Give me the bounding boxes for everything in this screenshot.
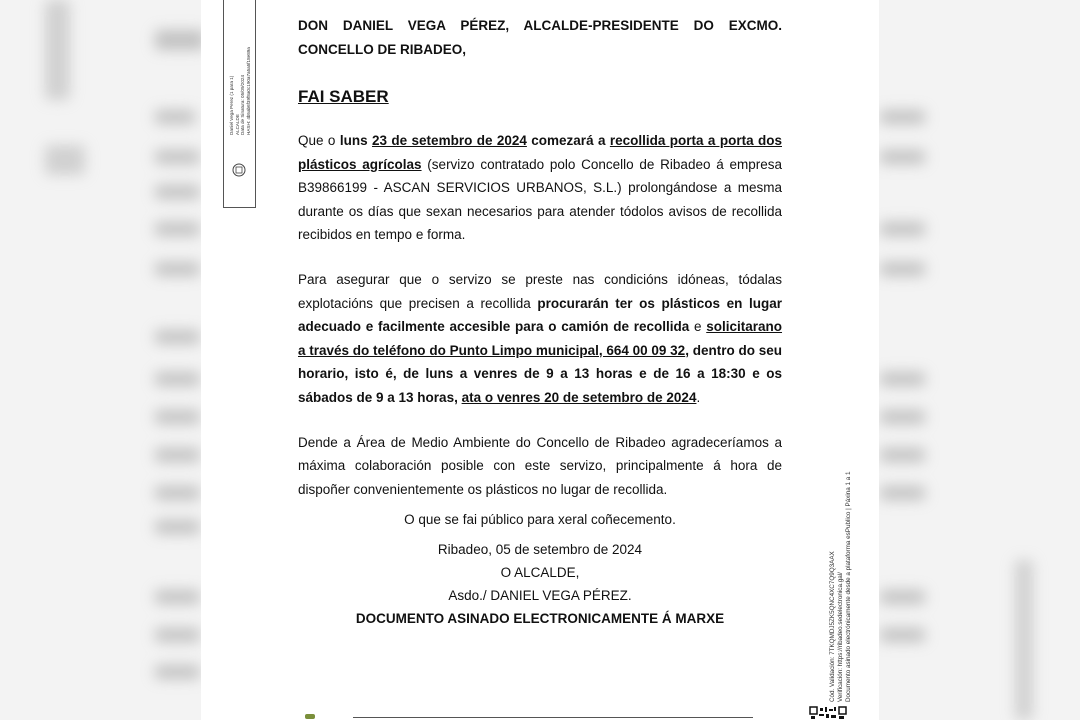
paragraph-1: [298, 129, 782, 247]
p2-text-3: e: [689, 319, 707, 335]
verification-platform: Documento asinado electrónicamente desde a plataforma esPublico | Páxina 1 a 1: [845, 471, 852, 702]
closing-line: O que se fai público para xeral coñecemento.: [404, 512, 676, 528]
document-page: [201, 0, 879, 720]
verification-code: Cód. Validación: 7TKQMDJ5ZK5QNC4XC7Q9Q3AAX: [829, 551, 836, 702]
footer-rule: [353, 717, 753, 718]
signature-line-role: ALCALDE: [234, 114, 240, 135]
verification-text: [829, 471, 853, 702]
signature-line-date: Data de Sinatura: 05/09/2024: [240, 74, 246, 135]
p1-date: 23 de setembro de 2024: [371, 133, 527, 148]
verification-strip: [829, 424, 863, 704]
verification-url: Verificación: https://ribadeo.sedelectronica.gal/: [837, 572, 844, 702]
p2-text-7: .: [696, 389, 701, 405]
signature-text: [229, 47, 251, 135]
seal-icon: [230, 161, 248, 179]
document-content: [298, 14, 782, 630]
p1-service: recollida porta a porta dos plásticos agrícolas: [298, 133, 782, 172]
p1-text-6: (servizo contratado polo Concello de Ribadeo á empresa B39866199 - ASCAN SERVICIOS URBANOS, S.L.) prolongándose a mesma durante os días que sexan necesarios para atender tódolos avisos de recollida recibidos en tempo e forma.: [298, 156, 782, 243]
place-date: Ribadeo, 05 de setembro de 2024: [437, 542, 643, 558]
paragraph-2: [298, 268, 782, 410]
footer-logo-fragment: [305, 714, 315, 719]
paragraph-3: Dende a Área de Medio Ambiente do Concello de Ribadeo agradeceríamos a máxima colaboración posible con este servizo, principalmente á hora de dispoñer convenientemente os plásticos no lugar de recollida.: [298, 434, 782, 497]
p1-text-4: comezará a: [526, 133, 610, 148]
p1-text-1: Que o: [298, 133, 340, 148]
p2-text-5: , dentro do seu horario, isto é, de luns a venres de 9 a 13 horas e de 16 a 18:30 e os sábados de 9 a 13 horas,: [298, 342, 782, 405]
heading-line-2: CONCELLO DE RIBADEO,: [298, 42, 467, 57]
signer-title: O ALCALDE,: [500, 565, 580, 581]
p2-text-2: procurarán ter os plásticos en lugar adecuado e facilmente accesible para o camión de recollida: [298, 295, 782, 335]
p2-text-1: Para asegurar que o servizo se preste nas condicións idóneas, tódalas explotacións que precisen a recollida: [298, 271, 782, 311]
p1-text-2: luns: [339, 133, 372, 148]
signature-line-hash: HASH: 4b5ab6f39f8a0c190a7a5a5f18e89a: [245, 47, 251, 135]
electronic-note: DOCUMENTO ASINADO ELECTRONICAMENTE Á MARXE: [355, 611, 725, 627]
qr-code-icon: [809, 706, 847, 720]
p2-deadline: ata o venres 20 de setembro de 2024: [461, 389, 697, 405]
p2-phone: solicitarano a través do teléfono do Punto Limpo municipal, 664 00 09 32: [298, 319, 783, 358]
signature-line-name: Daniel Vega Perez (1 para 1): [229, 75, 234, 135]
heading-line-1: DON DANIEL VEGA PÉREZ, ALCALDE-PRESIDENTE DO EXCMO.: [298, 18, 782, 33]
signature-box: [223, 0, 256, 208]
signer-name: Asdo./ DANIEL VEGA PÉREZ.: [448, 588, 632, 604]
fai-saber-title: FAI SABER: [298, 87, 389, 106]
